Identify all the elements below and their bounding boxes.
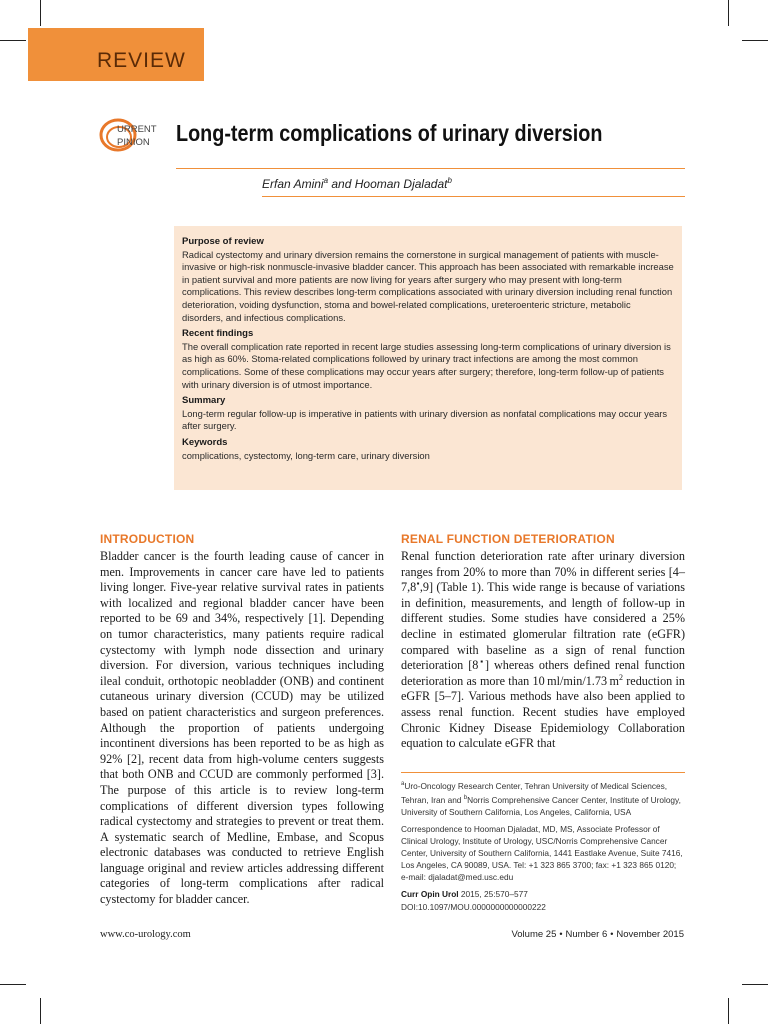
renal-heading: RENAL FUNCTION DETERIORATION	[401, 532, 615, 546]
purpose-text: Radical cystectomy and urinary diversion remains the cornerstone in surgical management of patients with muscle-invasive or high-risk nonmuscle-invasive bladder cancer. This approach has been associated with remarkable increase in patient survival and more patients are now living for years after surgery who may present with long-term complications. This review describes long-term complications associated with urinary diversion including renal function deterioration, voiding dysfunction, stoma and bowel-related complications, ureteroenteric stricture, metabolic disorders, and infectious complications.	[182, 248, 674, 323]
findings-text: The overall complication rate reported in recent large studies assessing long-term complications of urinary diversion is as high as 60%. Stoma-related complications followed by urinary tract infections are among the most common complications. Some of these complications may occur years after surgery; therefore, long-term follow-up of patients with urinary diversion is of utmost importance.	[182, 340, 671, 390]
crop-mark	[40, 998, 41, 1024]
affiliations: $^a$Uro-Oncology Research Center, Tehran University of Medical Sciences, Tehran, Iran and $^b$Norris Comprehensive Cancer Center, Institute of Urology, University of Southern California, Los Angeles, California, USA	[401, 780, 681, 817]
crop-mark	[728, 0, 729, 26]
findings-heading: Recent findings	[182, 328, 254, 340]
summary-heading: Summary	[182, 395, 226, 407]
introduction-text: Bladder cancer is the fourth leading cause of cancer in men. Improvements in cancer care have led to patients living longer. Five-year relative survival rates in patients with localized and regional bladder cancer have been reported to be 69 and 34%, respectively [1]. Depending on tumor characteristics, many patients require radical cystectomy with lymph node dissection and urinary diversion. For diversion, various techniques including ileal conduit, orthotopic neobladder (ONB) and continent cutaneous urinary diversion (CCUD) may be utilized based on patient characteristics and surgeon preferences. Although the proportion of patients undergoing incontinent diversions has been reported to be as high as 92% [2], recent data from high-volume centers suggests that both ONB and CCUD are commonly performed [3]. The purpose of this article is to review long-term complications of different diversion types following radical cystectomy and strategies to prevent or treat them. A systematic search of Medline, Embase, and Scopus electronic databases was conducted to retrieve English language original and review articles addressing different categories of long-term complications after radical cystectomy for bladder cancer.	[100, 549, 384, 907]
crop-mark	[742, 984, 768, 985]
crop-mark	[0, 984, 26, 985]
logo-line2: PINION	[117, 137, 150, 148]
renal-text-part: ,9] (Table 1). This wide range is because of variations in definition, measurements, and length of follow-up in different studies. Some studies have considered a 25% decline in estimated glomerular filtration rate (eGFR) compared with baseline as a sign of renal function deterioration [8	[401, 580, 685, 673]
affiliation-marker: a	[323, 176, 329, 185]
renal-text-part: ] whereas others defined renal function deterioration as more than 10 ml/min/1.73 m	[401, 658, 685, 688]
journal-website[interactable]: www.co-urology.com	[100, 929, 191, 940]
introduction-heading: INTRODUCTION	[100, 532, 195, 546]
section-tab-label: REVIEW	[97, 49, 186, 72]
title-rule	[176, 168, 685, 169]
correspondence: Correspondence to Hooman Djaladat, MD, MS, Associate Professor of Clinical Urology, Institute of Urology, USC/Norris Comprehensive Cancer Center, University of Southern California, 1441 Eastlake Avenue, Suite 7416, Los Angeles, CA 90089, USA. Tel: +1 323 865 3700; fax: +1 323 865 0120; e-mail: djaladat@med.usc.edu	[401, 823, 683, 882]
issue-info: Volume 25 • Number 6 • November 2015	[511, 929, 684, 940]
keywords-text: complications, cystectomy, long-term care, urinary diversion	[182, 449, 430, 461]
logo-line1: URRENT	[117, 124, 157, 135]
abstract-box	[174, 226, 682, 490]
superscript: 2	[618, 672, 623, 682]
author-separator: and	[328, 177, 355, 191]
purpose-heading: Purpose of review	[182, 236, 264, 247]
crop-mark	[40, 0, 41, 26]
summary-text: Long-term regular follow-up is imperative in patients with urinary diversion as nonfatal complications may occur years after surgery.	[182, 407, 668, 432]
footnote-block	[401, 778, 685, 918]
crop-mark	[0, 40, 26, 41]
citation: Curr Opin Urol 2015, 25:570–577	[401, 888, 528, 899]
authors	[262, 176, 452, 191]
crop-mark	[742, 40, 768, 41]
recommended-marker: ▪	[478, 657, 485, 667]
footnote-rule	[401, 772, 685, 773]
article-title: Long-term complications of urinary diversion	[176, 120, 603, 146]
crop-mark	[728, 998, 729, 1024]
doi: DOI:10.1097/MOU.0000000000000222	[401, 901, 546, 912]
affiliation-marker: b	[447, 176, 452, 185]
author-name: Erfan Amini	[262, 177, 324, 191]
authors-rule	[262, 196, 685, 197]
renal-text-part: Renal function deterioration rate after urinary diversion ranges from 20% to more than 70% in different series [4–7,8	[401, 549, 685, 595]
renal-text	[401, 549, 685, 752]
recommended-marker: ▪	[416, 579, 420, 589]
author-name: Hooman Djaladat	[354, 177, 448, 191]
keywords-heading: Keywords	[182, 436, 228, 448]
current-opinion-logo	[98, 116, 160, 154]
renal-text-part: reduction in eGFR [5–7]. Various methods have also been applied to assess renal function. Recent studies have employed Chronic Kidney Disease Epidemiology Collaboration equation to calculate eGFR that	[401, 673, 685, 751]
section-tab	[28, 28, 204, 81]
